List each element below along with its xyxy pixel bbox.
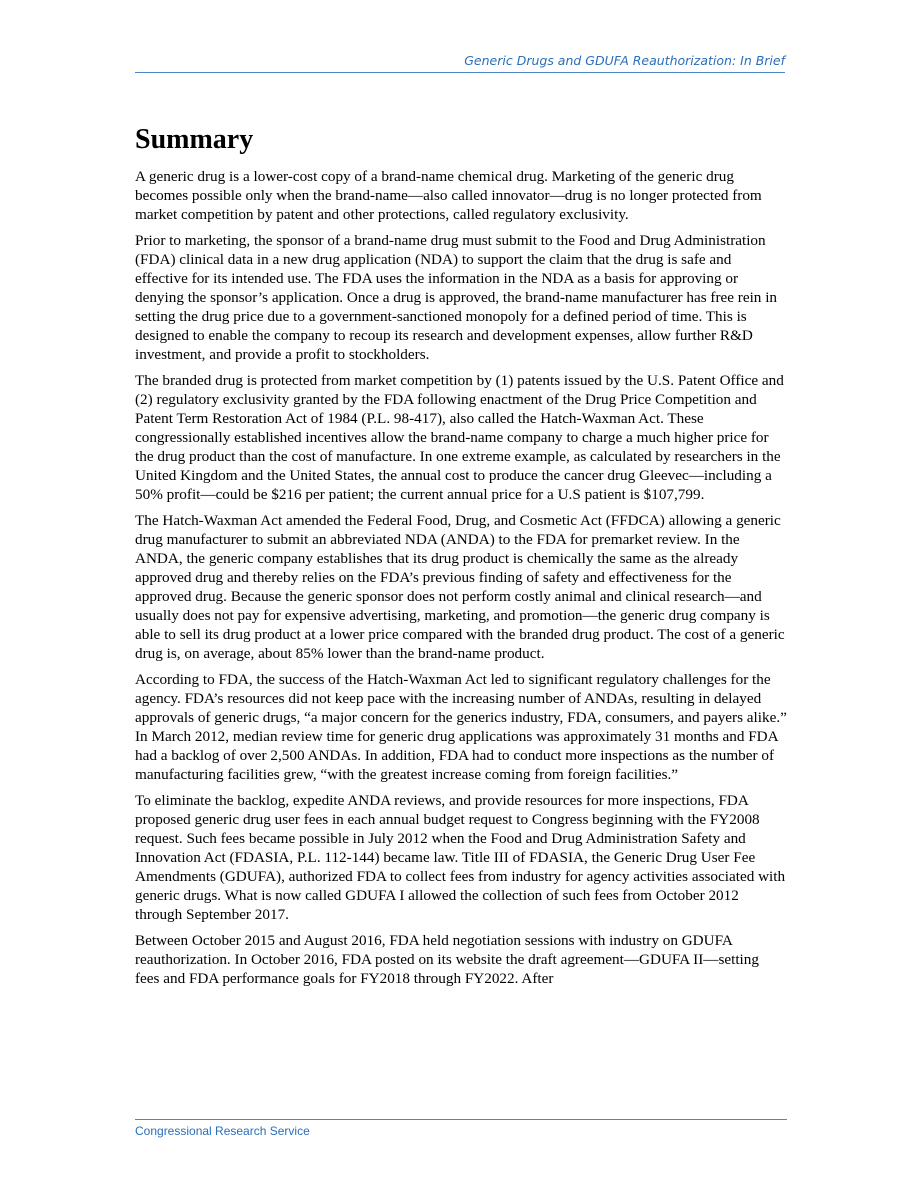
paragraph-3: The branded drug is protected from market competition by (1) patents issued by the U.S. Patent Office and (2) regulatory exclusivity granted by the FDA following enactment of the Drug Price Competition and Patent Term Restoration Act of 1984 (P.L. 98-417), also called the Hatch-Waxman Act. These congressionally established incentives allow the brand-name company to charge a much higher price for the drug product than the cost of manufacture. In one extreme example, as calculated by researchers in the United Kingdom and the United States, the annual cost to produce the cancer drug Gleevec—including a 50% profit—could be $216 per patient; the current annual price for a U.S patient is $107,799. [135, 372, 784, 503]
section-heading: Summary [135, 124, 254, 155]
paragraph-6: To eliminate the backlog, expedite ANDA reviews, and provide resources for more inspections, FDA proposed generic drug user fees in each annual budget request to Congress beginning with the FY2008 request. Such fees became possible in July 2012 when the Food and Drug Administration Safety and Innovation Act (FDASIA, P.L. 112-144) became law. Title III of FDASIA, the Generic Drug User Fee Amendments (GDUFA), authorized FDA to collect fees from industry for agency activities associated with generic drugs. What is now called GDUFA I allowed the collection of such fees from October 2012 through September 2017. [135, 792, 786, 923]
paragraph-7: Between October 2015 and August 2016, FDA held negotiation sessions with industry on GDUFA reauthorization. In October 2016, FDA posted on its website the draft agreement—GDUFA II—setting fees and FDA performance goals for FY2018 through FY2022. After [135, 932, 759, 987]
running-header: Generic Drugs and GDUFA Reauthorization: In Brief [135, 54, 785, 73]
paragraph-5: According to FDA, the success of the Hatch-Waxman Act led to significant regulatory challenges for the agency. FDA’s resources did not keep pace with the increasing number of ANDAs, resulting in delayed approvals of generic drugs, “a major concern for the generics industry, FDA, consumers, and payers alike.” In March 2012, median review time for generic drug applications was approximately 31 months and FDA had a backlog of over 2,500 ANDAs. In addition, FDA had to conduct more inspections as the number of manufacturing facilities grew, “with the greatest increase coming from foreign facilities.” [135, 671, 787, 783]
document-body [135, 122, 787, 995]
running-footer: Congressional Research Service [135, 1119, 787, 1138]
paragraph-4: The Hatch-Waxman Act amended the Federal Food, Drug, and Cosmetic Act (FFDCA) allowing a generic drug manufacturer to submit an abbreviated NDA (ANDA) to the FDA for premarket review. In the ANDA, the generic company establishes that its drug product is chemically the same as the already approved drug and thereby relies on the FDA’s previous finding of safety and effectiveness for the approved drug. Because the generic sponsor does not perform costly animal and clinical research—and usually does not pay for expensive advertising, marketing, and promotion—the generic drug company is able to sell its drug product at a lower price compared with the branded drug product. The cost of a generic drug is, on average, about 85% lower than the brand-name product. [135, 512, 785, 662]
paragraph-2: Prior to marketing, the sponsor of a brand-name drug must submit to the Food and Drug Administration (FDA) clinical data in a new drug application (NDA) to support the claim that the drug is safe and effective for its intended use. The FDA uses the information in the NDA as a basis for approving or denying the sponsor’s application. Once a drug is approved, the brand-name manufacturer has free rein in setting the drug price due to a government-sanctioned monopoly for a defined period of time. This is designed to enable the company to recoup its research and development expenses, allow further R&D investment, and provide a profit to stockholders. [135, 232, 778, 363]
paragraph-1: A generic drug is a lower-cost copy of a brand-name chemical drug. Marketing of the generic drug becomes possible only when the brand-name—also called innovator—drug is no longer protected from market competition by patent and other protections, called regulatory exclusivity. [135, 168, 762, 223]
